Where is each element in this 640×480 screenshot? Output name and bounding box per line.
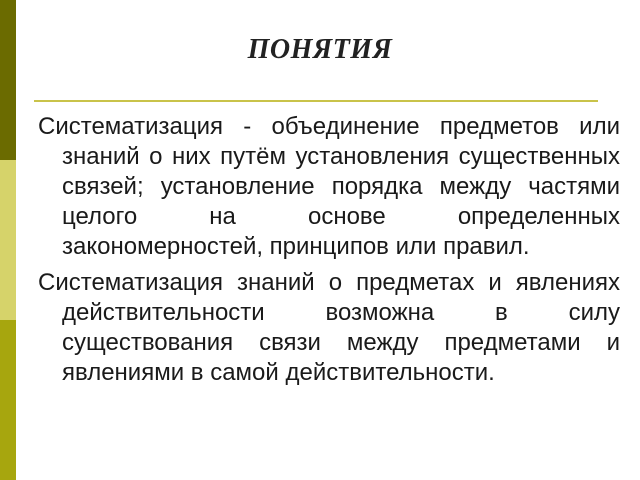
- definition-paragraph: Систематизация - объединение предметов или знаний о них путём установления существенных связей; установление порядка между частями целого на основе определенных закономерностей, принципов или правил.: [38, 113, 620, 260]
- explanation-paragraph: Систематизация знаний о предметах и явлениях действительности возможна в силу существования связи между предметами и явлениями в самой действительности.: [38, 269, 620, 386]
- title-divider: [34, 100, 598, 102]
- side-band-middle: [0, 160, 16, 320]
- slide-title: ПОНЯТИЯ: [247, 34, 393, 65]
- side-band-bottom: [0, 320, 16, 480]
- side-band-top: [0, 0, 16, 160]
- slide-body: [38, 112, 620, 394]
